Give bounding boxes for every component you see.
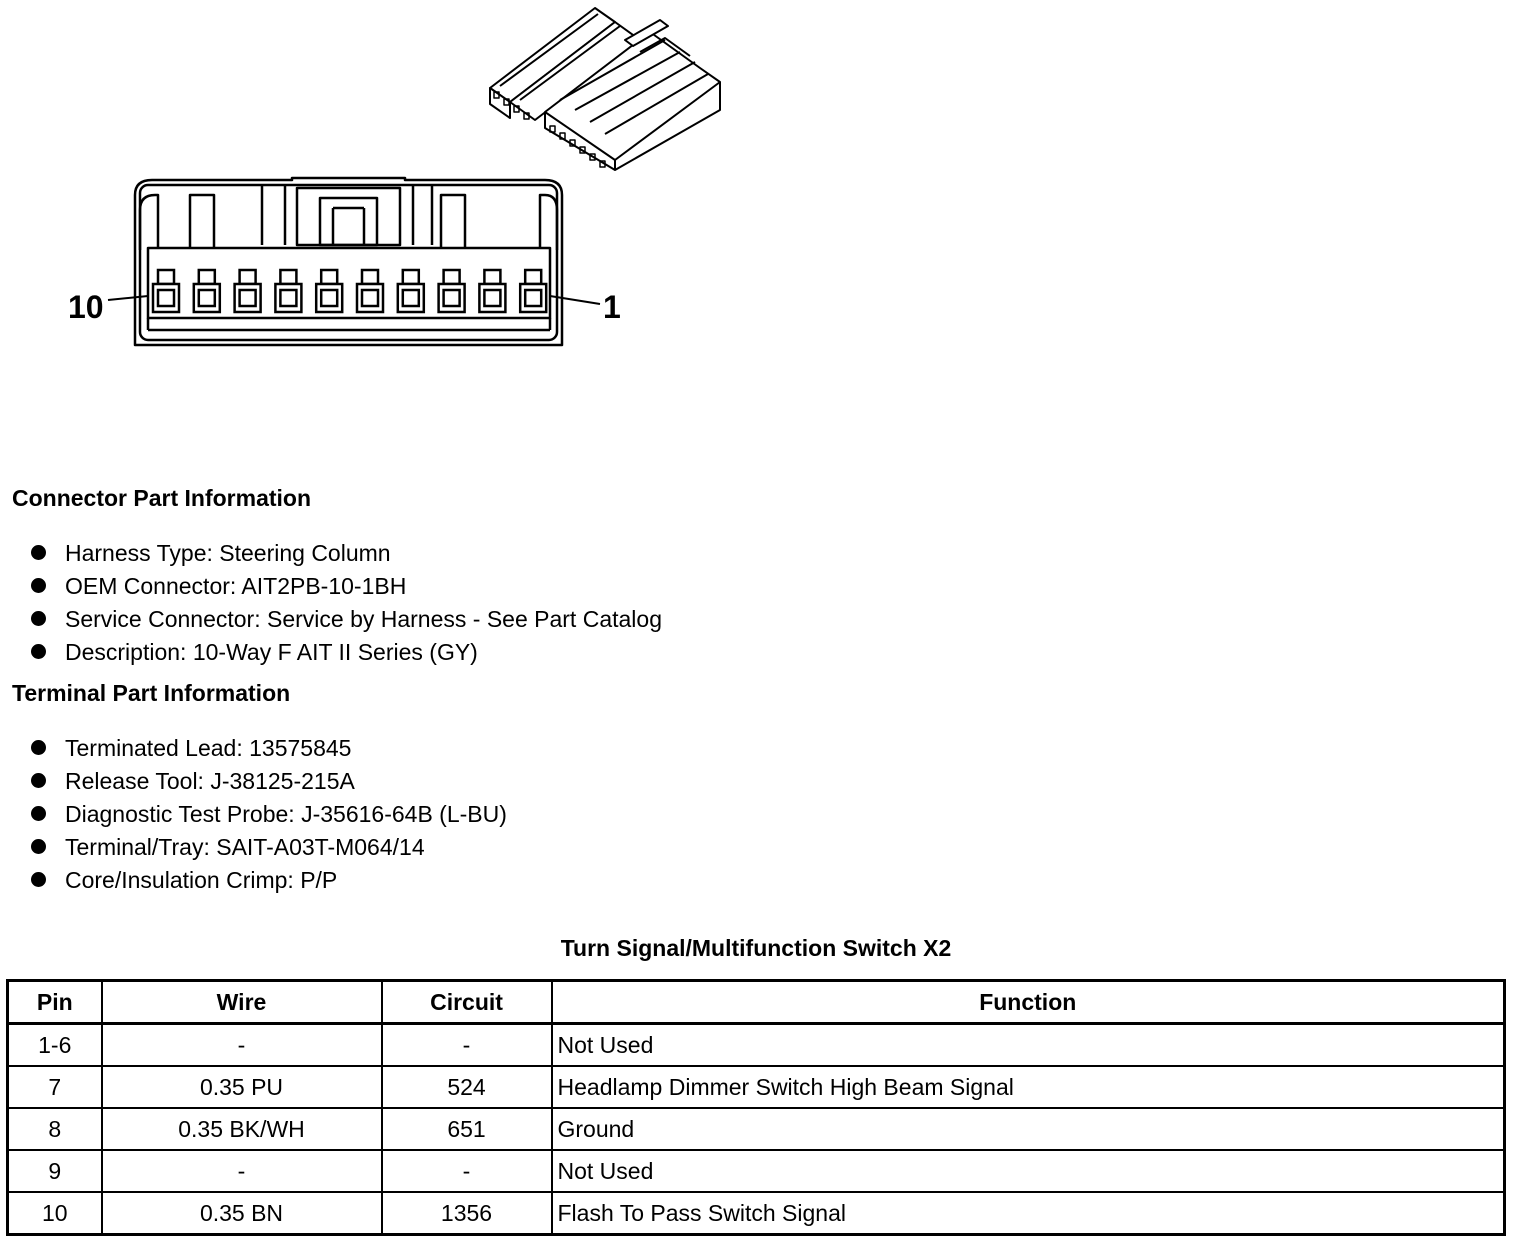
- pin-cavity: [439, 270, 465, 312]
- wire-cell: 0.35 BN: [102, 1192, 382, 1235]
- pin-cavity: [275, 270, 301, 312]
- list-item-text: Service Connector: Service by Harness - See Part Catalog: [65, 606, 662, 632]
- connector-front-view: [135, 178, 562, 345]
- table-row: [8, 1066, 1505, 1108]
- wire-cell: -: [102, 1024, 382, 1067]
- pin-cavity: [194, 270, 220, 312]
- circuit-cell: -: [382, 1024, 552, 1067]
- list-item-text: Harness Type: Steering Column: [65, 540, 391, 566]
- list-item-text: Release Tool: J-38125-215A: [65, 768, 355, 794]
- list-item-text: OEM Connector: AIT2PB-10-1BH: [65, 573, 407, 599]
- list-item: [28, 636, 662, 669]
- circuit-cell: 1356: [382, 1192, 552, 1235]
- list-item-text: Diagnostic Test Probe: J-35616-64B (L-BU): [65, 801, 507, 827]
- list-item-text: Description: 10-Way F AIT II Series (GY): [65, 639, 478, 665]
- table-title: Turn Signal/Multifunction Switch X2: [560, 935, 952, 961]
- pinout-table: [6, 979, 1506, 1236]
- list-item-text: Terminal/Tray: SAIT-A03T-M064/14: [65, 834, 425, 860]
- list-item-text: Core/Insulation Crimp: P/P: [65, 867, 338, 893]
- table-row: [8, 1150, 1505, 1192]
- bullet-icon: [31, 611, 46, 626]
- circuit-cell: 524: [382, 1066, 552, 1108]
- function-cell: Ground: [552, 1108, 1505, 1150]
- column-header-circuit: Circuit: [382, 981, 552, 1024]
- circuit-cell: -: [382, 1150, 552, 1192]
- pin-cavity: [398, 270, 424, 312]
- table-row: [8, 1024, 1505, 1067]
- connector-diagram: [0, 0, 760, 360]
- pin-cavity: [357, 270, 383, 312]
- connector-info-heading: Connector Part Information: [12, 485, 312, 511]
- connector-isometric-view: [490, 8, 720, 170]
- function-cell: Not Used: [552, 1024, 1505, 1067]
- bullet-icon: [31, 839, 46, 854]
- pin-cell: 8: [8, 1108, 102, 1150]
- pin-cell: 9: [8, 1150, 102, 1192]
- pin-cell: 1-6: [8, 1024, 102, 1067]
- pin-cavity: [153, 270, 179, 312]
- list-item: [28, 831, 507, 864]
- circuit-cell: 651: [382, 1108, 552, 1150]
- function-cell: Headlamp Dimmer Switch High Beam Signal: [552, 1066, 1505, 1108]
- terminal-info-list: [28, 732, 507, 897]
- wire-cell: 0.35 BK/WH: [102, 1108, 382, 1150]
- table-row: [8, 1108, 1505, 1150]
- pin-cavity: [316, 270, 342, 312]
- list-item-text: Terminated Lead: 13575845: [65, 735, 352, 761]
- list-item: [28, 603, 662, 636]
- bullet-icon: [31, 872, 46, 887]
- bullet-icon: [31, 806, 46, 821]
- bullet-icon: [31, 578, 46, 593]
- pin-label-1: 1: [603, 289, 621, 325]
- list-item: [28, 732, 507, 765]
- list-item: [28, 537, 662, 570]
- table-header-row: [8, 981, 1505, 1024]
- column-header-pin: Pin: [8, 981, 102, 1024]
- column-header-wire: Wire: [102, 981, 382, 1024]
- pin-cell: 7: [8, 1066, 102, 1108]
- function-cell: Not Used: [552, 1150, 1505, 1192]
- bullet-icon: [31, 740, 46, 755]
- column-header-function: Function: [552, 981, 1505, 1024]
- pin-cavity: [479, 270, 505, 312]
- list-item: [28, 570, 662, 603]
- bullet-icon: [31, 773, 46, 788]
- list-item: [28, 765, 507, 798]
- wire-cell: 0.35 PU: [102, 1066, 382, 1108]
- terminal-info-heading: Terminal Part Information: [12, 680, 291, 706]
- table-row: [8, 1192, 1505, 1235]
- pin-cavity: [235, 270, 261, 312]
- pin-label-10: 10: [68, 289, 104, 325]
- wire-cell: -: [102, 1150, 382, 1192]
- connector-info-list: [28, 537, 662, 669]
- table-body: [8, 1024, 1505, 1235]
- list-item: [28, 798, 507, 831]
- bullet-icon: [31, 545, 46, 560]
- function-cell: Flash To Pass Switch Signal: [552, 1192, 1505, 1235]
- pin-cavity: [520, 270, 546, 312]
- list-item: [28, 864, 507, 897]
- bullet-icon: [31, 644, 46, 659]
- pin-cell: 10: [8, 1192, 102, 1235]
